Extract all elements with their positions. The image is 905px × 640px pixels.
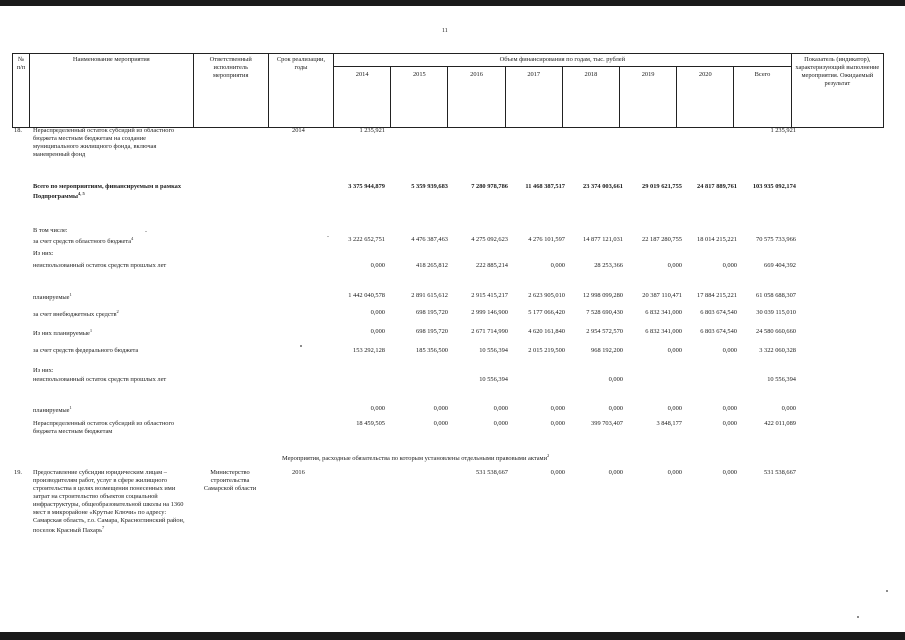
row-number: 19. [14, 469, 22, 476]
value-cell: 18 014 215,221 [697, 236, 737, 243]
row-label: Из них: [33, 250, 54, 257]
scan-mark: - [145, 229, 147, 235]
value-cell: 29 019 621,755 [642, 183, 682, 190]
value-cell: 70 575 733,966 [756, 236, 796, 243]
value-cell: 3 322 060,328 [759, 347, 796, 354]
row-name: Нераспределенный остаток субсидий из областного бюджета местным бюджетам [33, 420, 175, 435]
value-cell: 4 276 101,597 [528, 236, 565, 243]
header-total: Всего [734, 67, 791, 128]
row-name: за счет средств федерального бюджета [33, 347, 139, 354]
row-period: 2014 [292, 127, 305, 134]
header-year: 2014 [334, 67, 391, 128]
row-period: 2016 [292, 469, 305, 476]
value-cell: 1 235,921 [770, 127, 796, 134]
header-period: Срок реализации, годы [268, 54, 333, 128]
value-cell: 5 177 066,420 [528, 309, 565, 316]
value-cell: 0,000 [722, 347, 737, 354]
header-indicator: Показатель (индикатор), характеризующий выполнение мероприятия. Ожидаемый результат [791, 54, 883, 128]
value-cell: 2 891 615,612 [411, 292, 448, 299]
row-name: неиспользованный остаток средств прошлых лет [33, 262, 167, 269]
value-cell: 0,000 [370, 328, 385, 335]
row-name: за счет средств областного бюджета$^4$ [33, 236, 134, 246]
value-cell: 0,000 [550, 420, 565, 427]
value-cell: 10 556,394 [479, 347, 508, 354]
value-cell: 28 253,366 [594, 262, 623, 269]
scan-mark [300, 345, 302, 347]
value-cell: 0,000 [550, 469, 565, 476]
value-cell: 0,000 [781, 405, 796, 412]
row-name: Нераспределенный остаток субсидий из областного бюджета местным бюджетам на создание муниципального жилищного фонда, включая маневренный фонд [33, 127, 175, 158]
value-cell: 422 011,089 [764, 420, 796, 427]
value-cell: 0,000 [550, 262, 565, 269]
value-cell: 11 468 387,517 [525, 183, 565, 190]
value-cell: 0,000 [667, 469, 682, 476]
value-cell: 30 039 115,010 [756, 309, 796, 316]
value-cell: 0,000 [667, 405, 682, 412]
row-name: планируемые$^1$ [33, 292, 72, 302]
value-cell: 2 915 415,217 [471, 292, 508, 299]
value-cell: 3 375 944,879 [348, 183, 385, 190]
value-cell: 418 265,812 [416, 262, 448, 269]
value-cell: 7 528 690,430 [586, 309, 623, 316]
value-cell: 14 877 121,031 [583, 236, 623, 243]
row-label: Из них: [33, 367, 54, 374]
value-cell: 0,000 [722, 469, 737, 476]
header-year: 2019 [620, 67, 677, 128]
header-responsible: Ответственный исполнитель мероприятия [193, 54, 268, 128]
value-cell: 2 999 146,900 [471, 309, 508, 316]
value-cell: 12 998 099,280 [583, 292, 623, 299]
scan-mark [886, 590, 888, 592]
header-year: 2020 [677, 67, 734, 128]
value-cell: 23 374 003,661 [583, 183, 623, 190]
value-cell: 0,000 [722, 405, 737, 412]
section-title: Мероприятия, расходные обязательства по которым установлены отдельными правовыми актами$^2$ [282, 453, 550, 463]
row-label: В том числе: [33, 227, 68, 234]
value-cell: 24 817 889,761 [697, 183, 737, 190]
value-cell: 1 235,921 [359, 127, 385, 134]
value-cell: 0,000 [493, 420, 508, 427]
row-number: 18. [14, 127, 22, 134]
value-cell: 669 404,392 [764, 262, 796, 269]
value-cell: 6 803 674,540 [700, 309, 737, 316]
value-cell: 6 832 341,000 [645, 309, 682, 316]
header-num: № п/п [13, 54, 30, 128]
value-cell: 7 280 978,786 [471, 183, 508, 190]
value-cell: 24 580 660,660 [756, 328, 796, 335]
value-cell: 6 803 674,540 [700, 328, 737, 335]
value-cell: 399 703,407 [591, 420, 623, 427]
value-cell: 531 538,667 [764, 469, 796, 476]
value-cell: 5 359 939,683 [411, 183, 448, 190]
value-cell: 3 848,177 [656, 420, 682, 427]
value-cell: 0,000 [608, 405, 623, 412]
bottom-border [0, 632, 905, 640]
header-name: Наименование мероприятия [30, 54, 194, 128]
value-cell: 0,000 [550, 405, 565, 412]
scan-mark: - [327, 234, 329, 240]
header-year: 2017 [505, 67, 562, 128]
value-cell: 0,000 [433, 405, 448, 412]
row-name: Всего по мероприятиям, финансируемым в рамках Подпрограммы$^{4, 5}$ [33, 183, 182, 201]
value-cell: 20 387 110,471 [642, 292, 682, 299]
value-cell: 3 222 652,751 [348, 236, 385, 243]
value-cell: 0,000 [433, 420, 448, 427]
row-name: планируемые$^1$ [33, 405, 72, 415]
page-number: 11 [442, 28, 448, 34]
value-cell: 698 195,720 [416, 309, 448, 316]
row-name: Предоставление субсидии юридическим лицам – производителям работ, услуг в сфере жилищного строительства в целях возмещения понесенных ими затрат на строительство объектов социальной инфраструктуры, общеобразовательной школы на 1360 мест в микрорайоне «Крутые Ключи» по адресу: Самарская область, г.о. Самара, Красноглинский район, поселок Красный Пахарь$^7$ [33, 469, 185, 535]
value-cell: 0,000 [608, 376, 623, 383]
value-cell: 531 538,667 [476, 469, 508, 476]
header-year: 2016 [448, 67, 505, 128]
row-name: неиспользованный остаток средств прошлых лет [33, 376, 167, 383]
value-cell: 968 192,200 [591, 347, 623, 354]
value-cell: 2 671 714,990 [471, 328, 508, 335]
value-cell: 0,000 [722, 262, 737, 269]
row-name: за счет внебюджетных средств$^2$ [33, 309, 119, 319]
value-cell: 61 058 688,307 [756, 292, 796, 299]
value-cell: 0,000 [370, 309, 385, 316]
value-cell: 1 442 040,578 [348, 292, 385, 299]
scan-mark [857, 616, 859, 618]
value-cell: 4 275 092,623 [471, 236, 508, 243]
header-year: 2015 [391, 67, 448, 128]
value-cell: 0,000 [370, 405, 385, 412]
value-cell: 10 556,394 [767, 376, 796, 383]
value-cell: 22 187 280,755 [642, 236, 682, 243]
row-name: Из них планируемые$^1$ [33, 328, 93, 338]
header-year: 2018 [562, 67, 619, 128]
value-cell: 0,000 [608, 469, 623, 476]
value-cell: 185 356,500 [416, 347, 448, 354]
value-cell: 0,000 [493, 405, 508, 412]
value-cell: 2 015 219,500 [528, 347, 565, 354]
value-cell: 0,000 [667, 262, 682, 269]
value-cell: 698 195,720 [416, 328, 448, 335]
row-responsible: Министерство строительства Самарской области [203, 469, 257, 492]
value-cell: 4 476 387,463 [411, 236, 448, 243]
value-cell: 0,000 [370, 262, 385, 269]
value-cell: 0,000 [722, 420, 737, 427]
value-cell: 18 459,505 [356, 420, 385, 427]
value-cell: 4 620 161,840 [528, 328, 565, 335]
value-cell: 222 885,214 [476, 262, 508, 269]
header-funding: Объем финансирования по годам, тыс. рублей [334, 54, 792, 67]
value-cell: 0,000 [667, 347, 682, 354]
value-cell: 2 623 905,010 [528, 292, 565, 299]
value-cell: 10 556,394 [479, 376, 508, 383]
value-cell: 103 935 092,174 [752, 183, 796, 190]
value-cell: 17 884 215,221 [697, 292, 737, 299]
value-cell: 153 292,128 [353, 347, 385, 354]
value-cell: 6 832 341,000 [645, 328, 682, 335]
value-cell: 2 954 572,570 [586, 328, 623, 335]
